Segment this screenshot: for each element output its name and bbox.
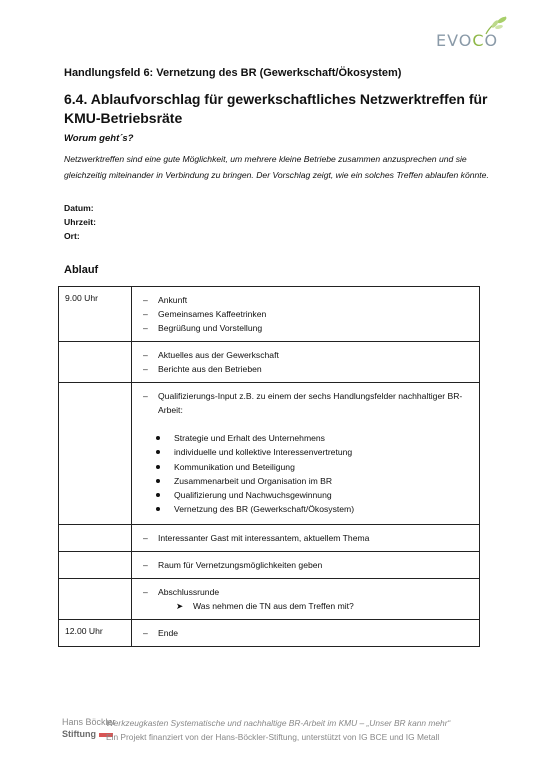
table-row: [59, 552, 480, 579]
evoco-logo: [436, 14, 516, 54]
arrow-icon: ➤: [176, 601, 184, 611]
content-cell: [132, 342, 480, 383]
leaves-icon: [482, 14, 510, 36]
content-cell: [132, 579, 480, 620]
list-item: – Qualifizierungs-Input z.B. zu einem der sechs Handlungsfelder nachhaltiger BR-Arbeit:: [143, 391, 463, 415]
list-item: – Begrüßung und Vorstellung: [143, 323, 263, 333]
list-item: – Aktuelles aus der Gewerkschaft: [143, 350, 279, 360]
list-item: – Berichte aus den Betrieben: [143, 364, 262, 374]
meta-fields: [64, 201, 96, 243]
sub-item: ➤ Was nehmen die TN aus dem Treffen mit?: [176, 601, 354, 611]
time-cell: [59, 525, 132, 552]
list-item: – Interessanter Gast mit interessantem, aktuellem Thema: [143, 533, 370, 543]
footer-line-2: Ein Projekt finanziert von der Hans-Böckler-Stiftung, unterstützt von IG BCE und IG Metall: [106, 732, 440, 742]
content-cell: [132, 287, 480, 342]
table-row: [59, 620, 480, 647]
hans-boeckler-logo: Hans Böckler Stiftung: [62, 717, 116, 739]
content-cell: [132, 525, 480, 552]
bullet-item: Zusammenarbeit und Organisation im BR: [138, 474, 473, 488]
bullet-item: Strategie und Erhalt des Unternehmens: [138, 431, 473, 445]
bullet-item: Vernetzung des BR (Gewerkschaft/Ökosystem): [138, 502, 473, 516]
ablauf-heading: Ablauf: [64, 264, 99, 276]
time-cell: [59, 383, 132, 525]
content-cell: [132, 383, 480, 525]
content-cell: [132, 620, 480, 647]
time-cell: [59, 342, 132, 383]
table-row: [59, 579, 480, 620]
schedule-table: [58, 286, 480, 647]
uhrzeit-label: Uhrzeit:: [64, 217, 96, 227]
table-row: [59, 287, 480, 342]
ort-label: Ort:: [64, 231, 80, 241]
bullet-item: individuelle und kollektive Interessenvertretung: [138, 445, 473, 459]
time-cell: [59, 579, 132, 620]
table-row: [59, 342, 480, 383]
table-row: [59, 383, 480, 525]
list-item: – Raum für Vernetzungsmöglichkeiten geben: [143, 560, 323, 570]
logo-text: EVOCO: [436, 31, 499, 50]
footer-line-1: Werkzeugkasten Systematische und nachhaltige BR-Arbeit im KMU – „Unser BR kann mehr“: [106, 718, 451, 728]
time-cell: [59, 552, 132, 579]
bullet-item: Qualifizierung und Nachwuchsgewinnung: [138, 488, 473, 502]
list-item: – Gemeinsames Kaffeetrinken: [143, 309, 267, 319]
bullet-item: Kommunikation und Beteiligung: [138, 460, 473, 474]
intro-text: Netzwerktreffen sind eine gute Möglichkeit, um mehrere kleine Betriebe zusammen anzusprechen und sie gleichzeitig miteinander in Verbindung zu bringen. Der Vorschlag zeigt, wie ein solches Treffen ablaufen könnte.: [64, 154, 489, 180]
handlungsfeld-heading: Handlungsfeld 6: Vernetzung des BR (Gewerkschaft/Ökosystem): [64, 67, 402, 79]
worum-heading: Worum geht´s?: [64, 133, 134, 144]
list-item: – Ankunft: [143, 295, 188, 305]
page-title: 6.4. Ablaufvorschlag für gewerkschaftliches Netzwerktreffen für KMU-Betriebsräte: [64, 91, 488, 126]
time-cell: 12.00 Uhr: [59, 620, 132, 647]
time-cell: 9.00 Uhr: [59, 287, 132, 342]
list-item: – Ende: [143, 628, 179, 638]
content-cell: [132, 552, 480, 579]
list-item: – Abschlussrunde: [143, 587, 220, 597]
table-row: [59, 525, 480, 552]
datum-label: Datum:: [64, 203, 94, 213]
